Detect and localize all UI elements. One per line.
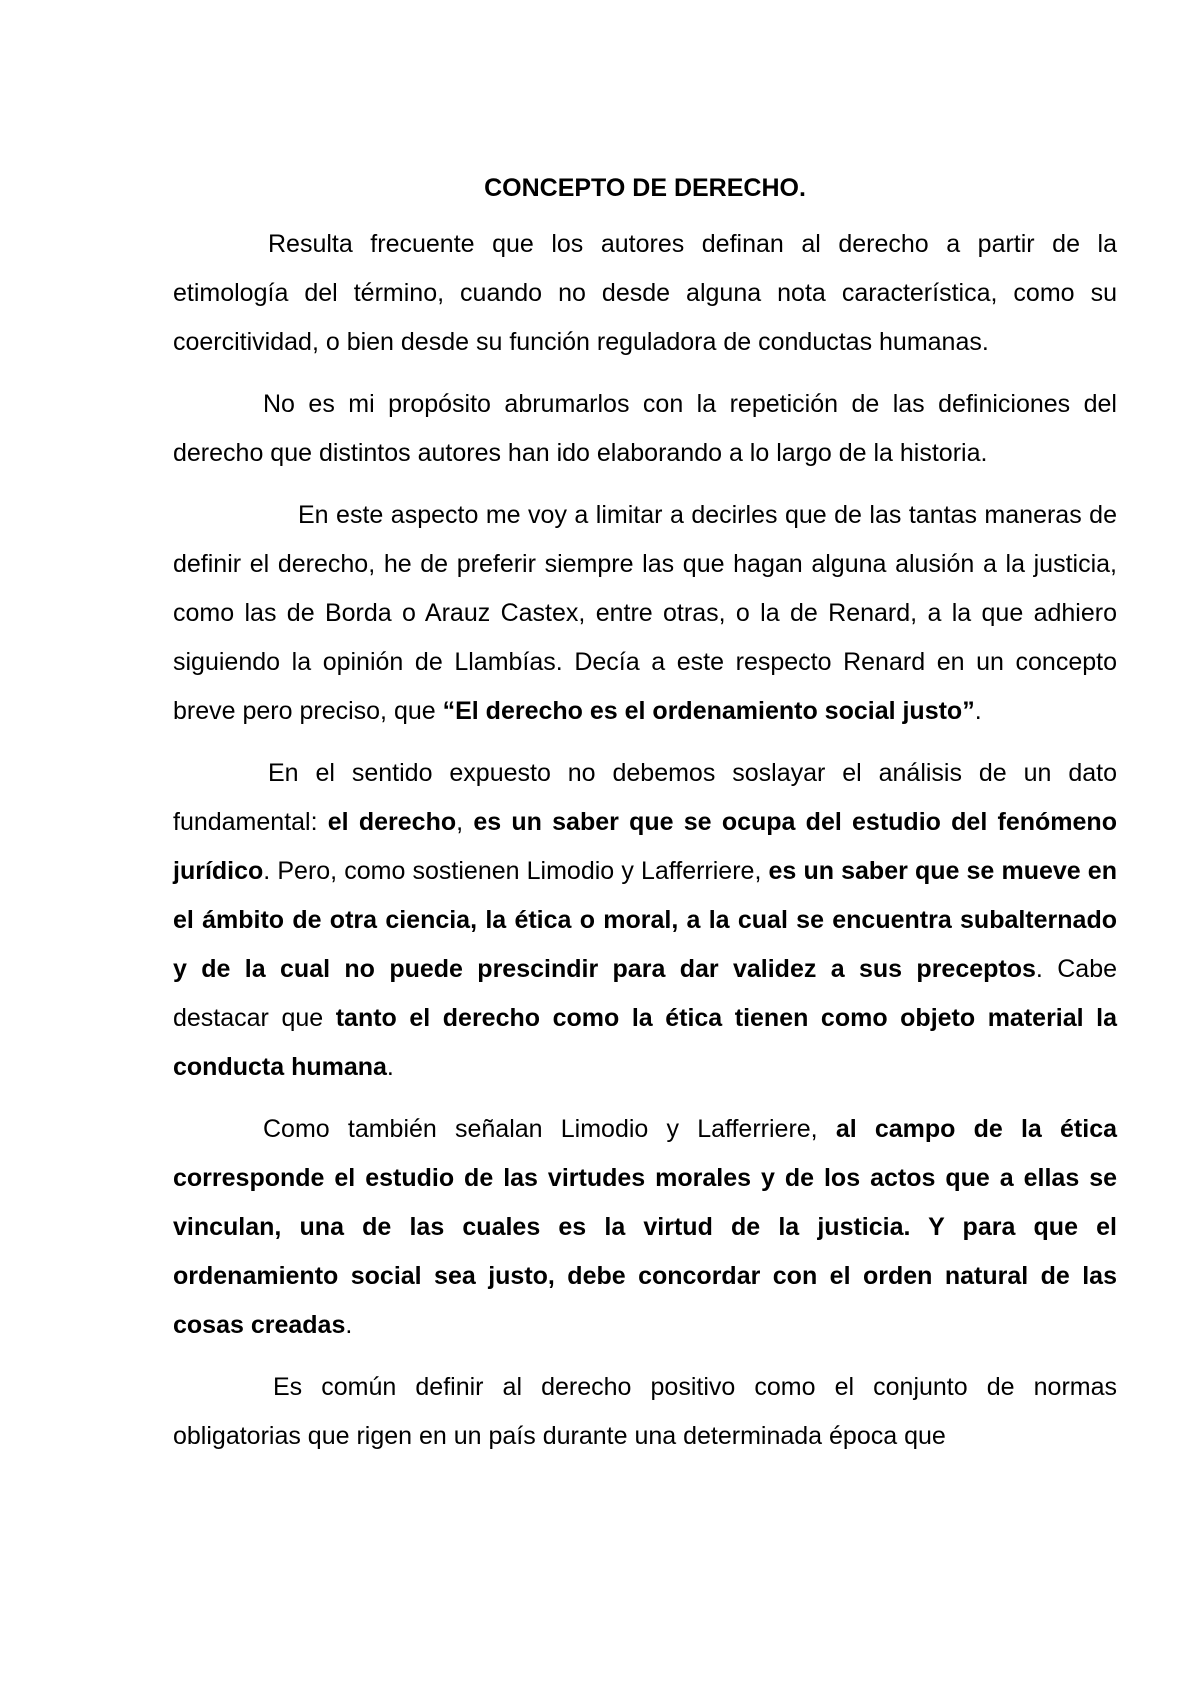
document-title: CONCEPTO DE DERECHO. <box>484 174 806 202</box>
paragraph <box>173 1363 1117 1461</box>
paragraph <box>173 749 1117 1092</box>
paragraph-text: Es común definir al derecho positivo como el conjunto de normas obligatorias que rigen en un país durante una determinada época que <box>173 1373 1117 1450</box>
paragraph-text: . Cabe destacar que <box>173 955 1117 1032</box>
paragraph-text: , <box>456 808 474 836</box>
paragraph-text: . <box>974 697 982 725</box>
paragraph <box>173 380 1117 478</box>
paragraph <box>173 220 1117 367</box>
document-page <box>173 172 1117 1474</box>
paragraph-text: . Pero, como sostienen Limodio y Lafferriere, <box>263 857 769 885</box>
paragraph-text: Resulta frecuente que los autores definan al derecho a partir de la etimología del término, cuando no desde alguna nota característica, como su coercitividad, o bien desde su función reguladora de conductas humanas. <box>173 230 1117 356</box>
paragraph <box>173 491 1117 736</box>
document-body <box>173 220 1117 1461</box>
paragraph <box>173 1105 1117 1350</box>
emphasized-text: tanto el derecho como la ética tienen como objeto material la conducta humana <box>173 1004 1117 1081</box>
paragraph-text: . <box>345 1311 353 1339</box>
emphasized-text: “El derecho es el ordenamiento social justo” <box>442 697 975 725</box>
emphasized-text: al campo de la ética corresponde el estudio de las virtudes morales y de los actos que a ellas se vinculan, una de las cuales es la virtud de la justicia. Y para que el ordenamiento social sea justo, debe concordar con el orden natural de las cosas creadas <box>173 1115 1117 1339</box>
paragraph-text: No es mi propósito abrumarlos con la repetición de las definiciones del derecho que distintos autores han ido elaborando a lo largo de la historia. <box>173 390 1117 467</box>
paragraph-text: . <box>386 1053 394 1081</box>
emphasized-text: es un saber que se mueve en el ámbito de otra ciencia, la ética o moral, a la cual se encuentra subalternado y de la cual no puede prescindir para dar validez a sus preceptos <box>173 857 1117 983</box>
paragraph-text: Como también señalan Limodio y Lafferriere, <box>263 1115 836 1143</box>
emphasized-text: el derecho <box>327 808 457 836</box>
paragraph-text: En este aspecto me voy a limitar a decirles que de las tantas maneras de definir el derecho, he de preferir siempre las que hagan alguna alusión a la justicia, como las de Borda o Arauz Castex, entre otras, o la de Renard, a la que adhiero siguiendo la opinión de Llambías. Decía a este respecto Renard en un concepto breve pero preciso, que <box>173 501 1117 725</box>
paragraph-text: En el sentido expuesto no debemos soslayar el análisis de un dato fundamental: <box>173 759 1117 836</box>
emphasized-text: es un saber que se ocupa del estudio del fenómeno jurídico <box>173 808 1117 885</box>
